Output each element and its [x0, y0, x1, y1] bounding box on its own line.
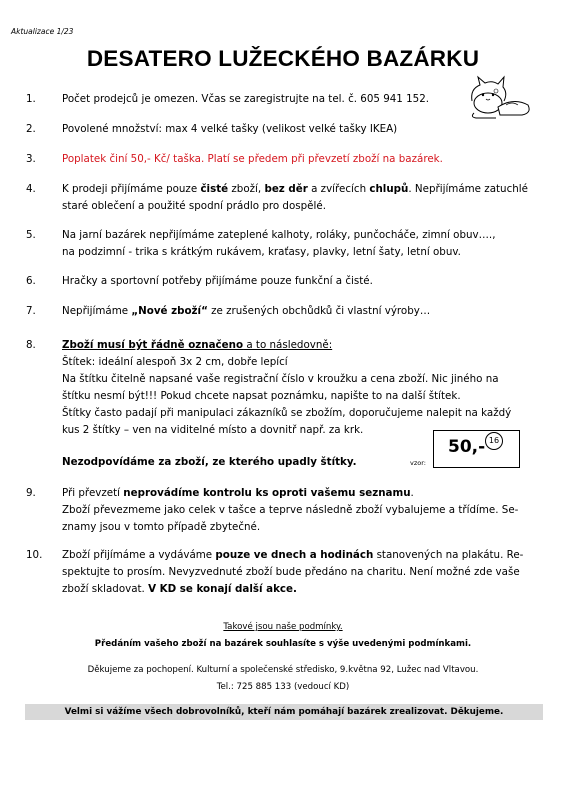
- rule-text-line2: na podzimní - trika s krátkým rukávem, kraťasy, plavky, letní šaty, letní obuv.: [62, 246, 461, 258]
- rule-text-fee: Poplatek činí 50,- Kč/ taška. Platí se předem při převzetí zboží na bazárek.: [62, 153, 443, 165]
- agreement-note: Předáním vašeho zboží na bazárek souhlasíte s výše uvedenými podmínkami.: [94, 639, 472, 649]
- volunteers-bar: Velmi si vážíme všech dobrovolníků, kteří nám pomáhají bazárek zrealizovat. Děkujeme.: [25, 704, 543, 720]
- rule-number: 3.: [26, 153, 36, 165]
- rule-number: 1.: [26, 93, 36, 105]
- update-note: Aktualizace 1/23: [11, 27, 74, 36]
- rule-text-line: Štítky často padají při manipulaci zákazníků se zbožím, doporučujeme nalepit na každý: [62, 407, 512, 419]
- rule-text-line3: znamy jsou v tomto případě zbytečné.: [62, 521, 261, 533]
- rule-number: 10.: [26, 549, 43, 561]
- rule-text-line: štítku nesmí být!!! Pokud chcete napsat poznámku, napište to na další štítek.: [62, 390, 461, 402]
- sample-label: [433, 430, 520, 468]
- thanks-note: Děkujeme za pochopení. Kulturní a společenské středisko, 9.května 92, Lužec nad Vltavou.: [87, 665, 479, 675]
- rule-number: 8.: [26, 339, 36, 351]
- rule-number: 6.: [26, 275, 36, 287]
- rule-number: 4.: [26, 183, 36, 195]
- rule-text: Hračky a sportovní potřeby přijímáme pouze funkční a čisté.: [62, 275, 373, 287]
- conditions-note: Takové jsou naše podmínky.: [223, 622, 343, 632]
- rule-text: Na jarní bazárek nepřijímáme zateplené kalhoty, roláky, punčocháče, zimní obuv….,: [62, 229, 496, 241]
- rule-text: Zboží přijímáme a vydáváme pouze ve dnech a hodinách stanovených na plakátu. Re-: [62, 549, 524, 561]
- rule-number: 7.: [26, 305, 36, 317]
- rule-text-line2: Zboží převezmeme jako celek v tašce a teprve následně zboží vybalujeme a třídíme. Se-: [62, 504, 519, 516]
- rule-text-line: Štítek: ideální alespoň 3x 2 cm, dobře lepící: [62, 356, 288, 368]
- rule-text: Počet prodejců je omezen. Včas se zaregistrujte na tel. č. 605 941 152.: [62, 93, 430, 105]
- rule-text: Při převzetí neprovádíme kontrolu ks oproti vašemu seznamu.: [62, 487, 414, 499]
- sample-price: 50,-: [448, 437, 486, 457]
- rule-number: 5.: [26, 229, 36, 241]
- rule-text-line2: spektujte to prosím. Nevyzvednuté zboží bude předáno na charitu. Není možné zde vaše: [62, 566, 520, 578]
- phone-note: Tel.: 725 885 133 (vedoucí KD): [216, 682, 350, 692]
- rule-disclaimer: Nezodpovídáme za zboží, ze kterého upadly štítky.: [62, 456, 357, 468]
- rule-heading: Zboží musí být řádně označeno a to následovně:: [62, 339, 333, 351]
- rule-text: K prodeji přijímáme pouze čisté zboží, bez děr a zvířecích chlupů. Nepřijímáme zatuchlé: [62, 183, 528, 195]
- rule-text-line: Na štítku čitelně napsané vaše registrační číslo v kroužku a cena zboží. Nic jiného na: [62, 373, 499, 385]
- page-title: DESATERO LUŽECKÉHO BAZÁRKU: [86, 46, 480, 71]
- sample-label-caption: vzor:: [410, 459, 426, 467]
- registration-number-circle: 16: [485, 432, 503, 450]
- rule-text: Nepřijímáme „Nové zboží“ ze zrušených obchůdků či vlastní výroby…: [62, 305, 431, 317]
- rule-text: Povolené množství: max 4 velké tašky (velikost velké tašky IKEA): [62, 123, 398, 135]
- rule-text-line: kus 2 štítky – ven na viditelné místo a dovnitř např. za krk.: [62, 424, 364, 436]
- rule-text-line2: staré oblečení a použité spodní prádlo pro dospělé.: [62, 200, 326, 212]
- rule-number: 2.: [26, 123, 36, 135]
- rule-text-line3: zboží skladovat. V KD se konají další akce.: [62, 583, 297, 595]
- cat-illustration: [466, 71, 536, 121]
- rule-number: 9.: [26, 487, 36, 499]
